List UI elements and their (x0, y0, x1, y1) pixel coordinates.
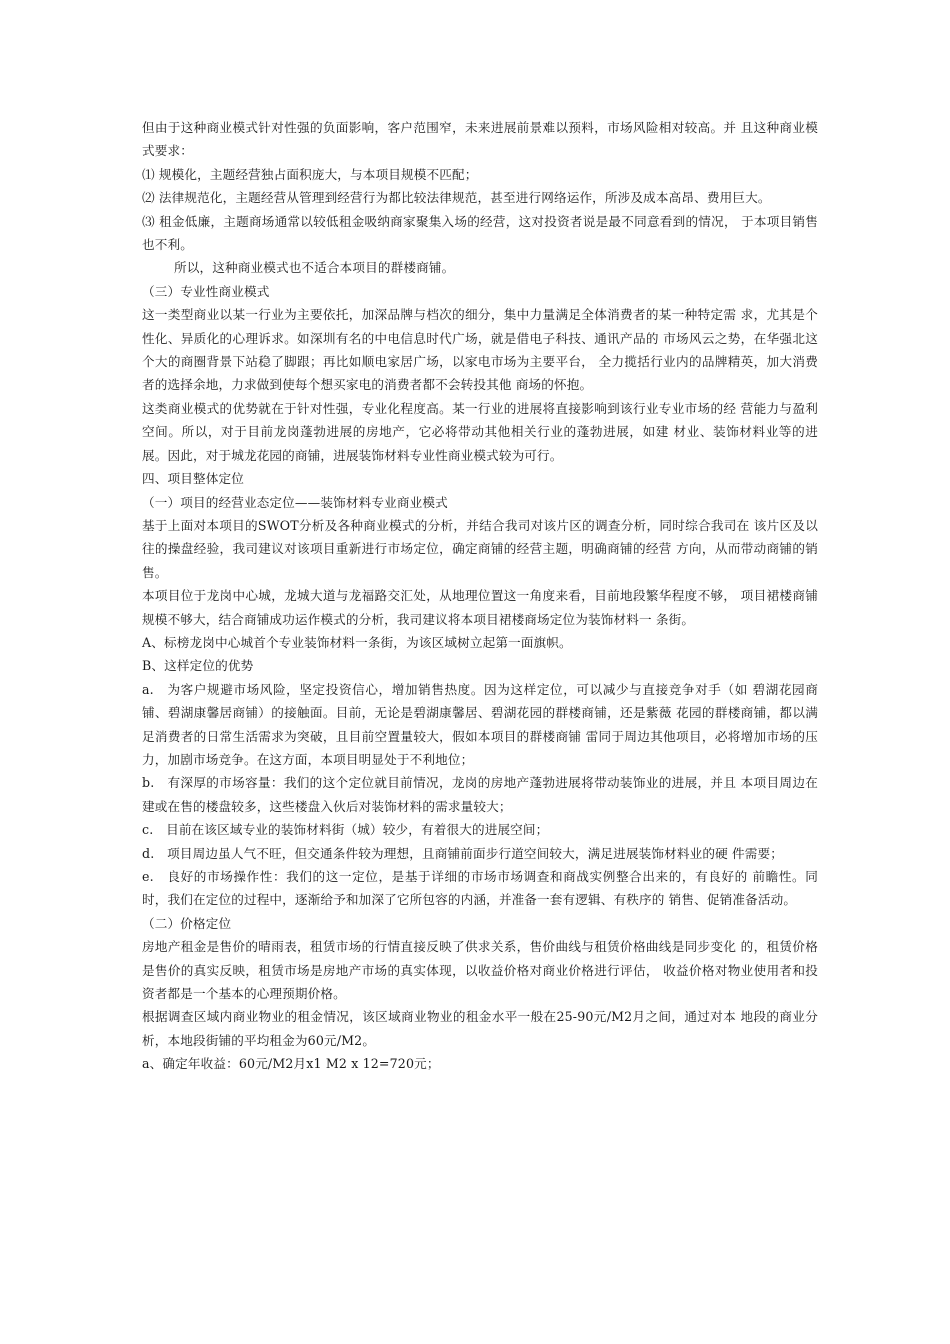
list-item: b. 有深厚的市场容量：我们的这个定位就目前情况，龙岗的房地产蓬勃进展将带动装饰业的进展，并且 本项目周边在建或在售的楼盘较多，这些楼盘入伙后对装饰材料的需求量较大； (142, 775, 818, 814)
paragraph: 这类商业模式的优势就在于针对性强，专业化程度高。某一行业的进展将直接影响到该行业专业市场的经 营能力与盈利空间。所以，对于目前龙岗蓬勃进展的房地产，它必将带动其他相关行业的蓬勃进展，如建 材业、装饰材料业等的进展。因此，对于城龙花园的商铺，进展装饰材料专业性商业模式较为可行。 (142, 400, 818, 463)
paragraph: 这一类型商业以某一行业为主要依托，加深品牌与档次的细分，集中力量满足全体消费者的某一种特定需 求，尤其是个性化、异质化的心理诉求。如深圳有名的中电信息时代广场，就是借电子科技、通讯产品的 市场风云之势，在华强北这个大的商圈背景下站稳了脚跟；再比如顺电家居广场，以家电市场为主要平台， 全力揽括行业内的品牌精英，加大消费者的选择余地，力求做到使每个想买家电的消费者都不会转投其他 商场的怀抱。 (142, 307, 818, 393)
list-item: ⑵ 法律规范化，主题经营从管理到经营行为都比较法律规范，甚至进行网络运作，所涉及成本高昂、费用巨大。 (142, 190, 771, 206)
paragraph: a、确定年收益：60元/M2月x1 M2 x 12=720元； (142, 1056, 440, 1072)
paragraph: 所以，这种商业模式也不适合本项目的群楼商铺。 (174, 260, 455, 276)
list-item: c. 目前在该区域专业的装饰材料街（城）较少，有着很大的进展空间； (142, 822, 549, 838)
paragraph: 本项目位于龙岗中心城，龙城大道与龙福路交汇处，从地理位置这一角度来看，目前地段繁华程度不够， 项目裙楼商铺规模不够大，结合商铺成功运作模式的分析，我司建议将本项目裙楼商场定位为装饰材料一 条街。 (142, 588, 818, 627)
paragraph: 房地产租金是售价的晴雨表，租赁市场的行情直接反映了供求关系，售价曲线与租赁价格曲线是同步变化 的，租赁价格是售价的真实反映，租赁市场是房地产市场的真实体现，以收益价格对商业价格进行评估， 收益价格对物业使用者和投资者都是一个基本的心理预期价格。 (142, 939, 818, 1002)
list-item: e. 良好的市场操作性：我们的这一定位，是基于详细的市场市场调查和商战实例整合出来的，有良好的 前瞻性。同时，我们在定位的过程中，逐渐给予和加深了它所包容的内涵，并准备一套有逻辑、有秩序的 销售、促销准备活动。 (142, 869, 818, 908)
document-body (142, 116, 818, 1076)
section-heading: （二）价格定位 (142, 915, 232, 931)
list-item: ⑴ 规模化，主题经营独占面积庞大，与本项目规模不匹配； (142, 166, 478, 182)
list-item: ⑶ 租金低廉，主题商场通常以较低租金吸纳商家聚集入场的经营，这对投资者说是最不同意看到的情况， 于本项目销售也不利。 (142, 213, 818, 253)
section-heading: 四、项目整体定位 (142, 471, 244, 487)
paragraph: A、标榜龙岗中心城首个专业装饰材料一条街，为该区域树立起第一面旗帜。 (142, 634, 572, 650)
paragraph: 根据调查区域内商业物业的租金情况，该区域商业物业的租金水平一般在25-90元/M2月之间，通过对本 地段的商业分析，本地段街铺的平均租金为60元/M2。 (142, 1009, 818, 1048)
section-heading: （三）专业性商业模式 (142, 283, 270, 299)
list-item: d. 项目周边虽人气不旺，但交通条件较为理想，且商铺前面步行道空间较大，满足进展装饰材料业的硬 件需要； (142, 845, 783, 861)
paragraph: 但由于这种商业模式针对性强的负面影响，客户范围窄，未来进展前景难以预料，市场风险相对较高。并 且这种商业模式要求： (142, 120, 818, 159)
list-item: a. 为客户规避市场风险，坚定投资信心，增加销售热度。因为这样定位，可以减少与直接竞争对手（如 碧湖花园商铺、碧湖康馨居商铺）的接触面。目前，无论是碧湖康馨居、碧湖花园的群楼商铺，还是紫薇 花园的群楼商铺，都以满足消费者的日常生活需求为突破，且目前空置量较大，假如本项目的群楼商铺 雷同于周边其他项目，必将增加市场的压力，加剧市场竞争。在这方面，本项目明显处于不利地位； (142, 681, 818, 767)
paragraph: 基于上面对本项目的SWOT分析及各种商业模式的分析，并结合我司对该片区的调查分析，同时综合我司在 该片区及以往的操盘经验，我司建议对该项目重新进行市场定位，确定商铺的经营主题，明确商铺的经营 方向，从而带动商铺的销售。 (142, 517, 818, 580)
section-heading: （一）项目的经营业态定位——装饰材料专业商业模式 (142, 494, 448, 510)
paragraph: B、这样定位的优势 (142, 658, 254, 674)
